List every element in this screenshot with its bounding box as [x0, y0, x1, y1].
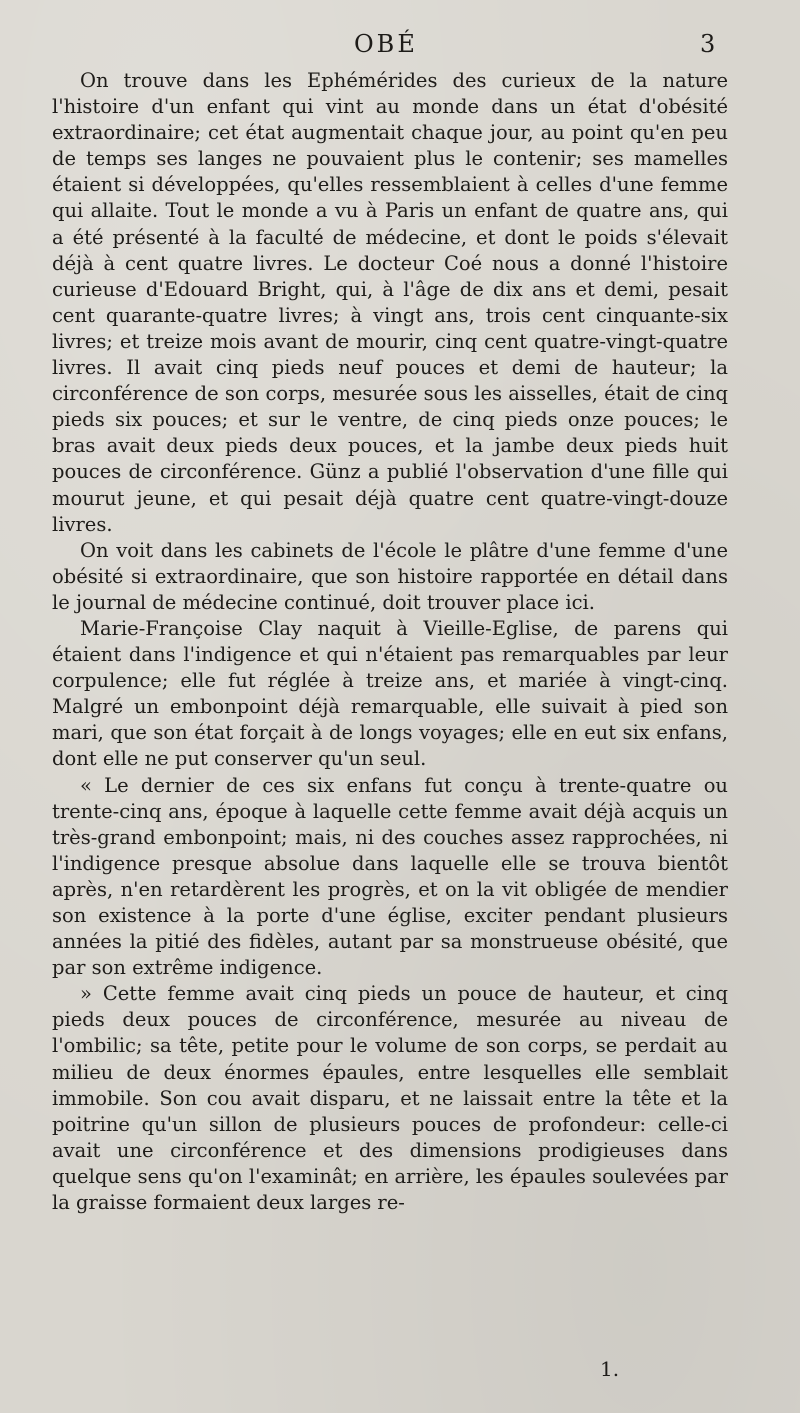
page-number: 3	[700, 30, 716, 58]
paragraph: On trouve dans les Ephémérides des curieux de la nature l'histoire d'un enfant qui vint au monde dans un état d'obésité extraordinaire; cet état augmentait chaque jour, au point qu'en peu de temps ses langes ne pouvaient plus le contenir; ses mamelles étaient si développées, qu'elles ressemblaient à celles d'une femme qui allaite. Tout le monde a vu à Paris un enfant de quatre ans, qui a été présenté à la faculté de médecine, et dont le poids s'élevait déjà à cent quatre livres. Le docteur Coé nous a donné l'histoire curieuse d'Edouard Bright, qui, à l'âge de dix ans et demi, pesait cent quarante-quatre livres; à vingt ans, trois cent cinquante-six livres; et treize mois avant de mourir, cinq cent quatre-vingt-quatre livres. Il avait cinq pieds neuf pouces et demi de hauteur; la circonférence de son corps, mesurée sous les aisselles, était de cinq pieds six pouces; et sur le ventre, de cinq pieds onze pouces; le bras avait deux pieds deux pouces, et la jambe deux pieds huit pouces de circonférence. Günz a publié l'observation d'une fille qui mourut jeune, et qui pesait déjà quatre cent quatre-vingt-douze livres.	[52, 69, 728, 536]
signature-mark: 1.	[600, 1357, 620, 1381]
paragraph: Marie-Françoise Clay naquit à Vieille-Eglise, de parens qui étaient dans l'indigence et qui n'étaient pas remarquables par leur corpulence; elle fut réglée à treize ans, et mariée à vingt-cinq. Malgré un embonpoint déjà remarquable, elle suivait à pied son mari, que son état forçait à de longs voyages; elle en eut six enfans, dont elle ne put conserver qu'un seul.	[52, 616, 728, 771]
running-title: OBÉ	[354, 30, 418, 58]
paragraph: » Cette femme avait cinq pieds un pouce de hauteur, et cinq pieds deux pouces de circonférence, mesurée au niveau de l'ombilic; sa tête, petite pour le volume de son corps, se perdait au milieu de deux énormes épaules, entre lesquelles elle semblait immobile. Son cou avait disparu, et ne laissait entre la tête et la poitrine qu'un sillon de plusieurs pouces de profondeur: celle-ci avait une circonférence et des dimensions prodigieuses dans quelque sens qu'on l'examinât; en arrière, les épaules soulevées par la graisse formaient deux larges re-	[52, 982, 728, 1215]
paragraph: On voit dans les cabinets de l'école le plâtre d'une femme d'une obésité si extraordinaire, que son histoire rapportée en détail dans le journal de médecine continué, doit trouver place ici.	[52, 538, 728, 614]
running-head	[0, 30, 800, 70]
paragraph: « Le dernier de ces six enfans fut conçu à trente-quatre ou trente-cinq ans, époque à laquelle cette femme avait déjà acquis un très-grand embonpoint; mais, ni des couches assez rapprochées, ni l'indigence presque absolue dans laquelle elle se trouva bientôt après, n'en retardèrent les progrès, et on la vit obligée de mendier son existence à la porte d'une église, exciter pendant plusieurs années la pitié des fidèles, autant par sa monstrueuse obésité, que par son extrême indigence.	[52, 773, 728, 980]
body-text	[52, 68, 728, 1216]
